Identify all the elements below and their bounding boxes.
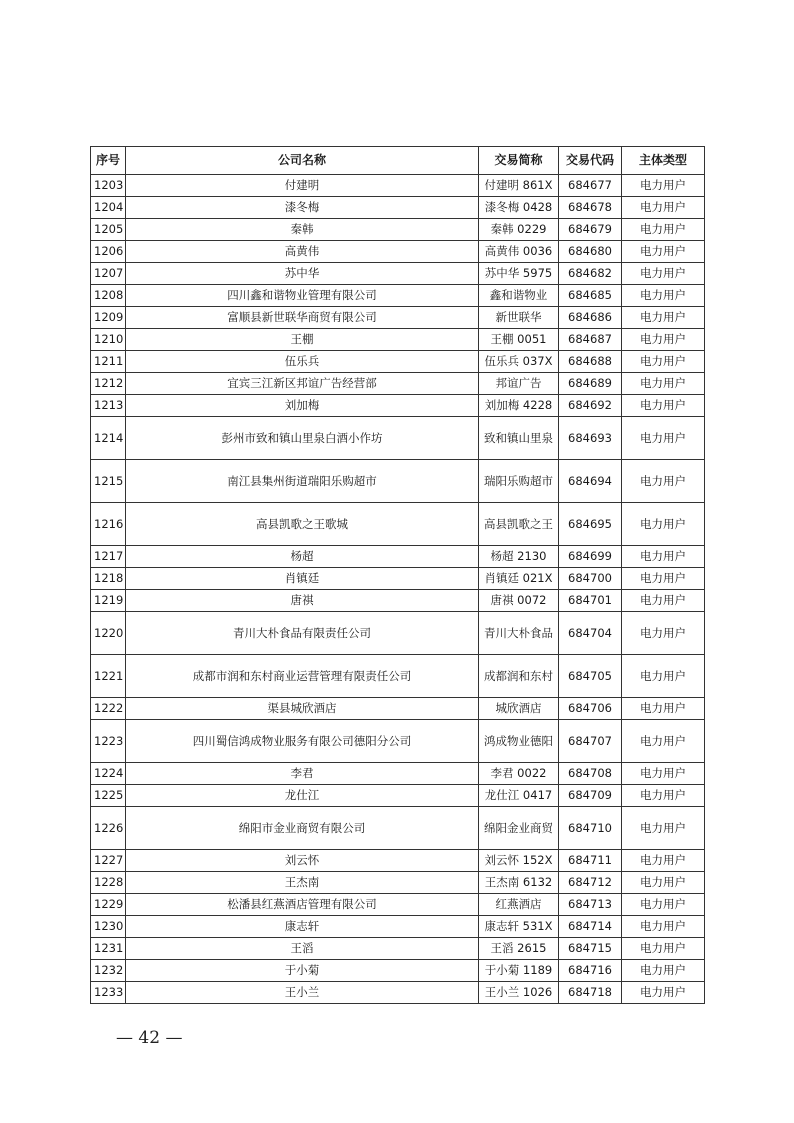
- header-code: 交易代码: [559, 147, 622, 175]
- cell-company: 刘云怀: [126, 850, 479, 872]
- cell-seq: 1228: [91, 872, 126, 894]
- table-row: [91, 612, 705, 655]
- cell-brief: 绵阳金业商贸: [479, 807, 559, 850]
- cell-code: 684689: [559, 373, 622, 395]
- cell-brief: 新世联华: [479, 307, 559, 329]
- cell-type: 电力用户: [622, 263, 705, 285]
- cell-company: 绵阳市金业商贸有限公司: [126, 807, 479, 850]
- table-row: [91, 373, 705, 395]
- cell-code: 684688: [559, 351, 622, 373]
- header-brief: 交易简称: [479, 147, 559, 175]
- cell-brief: 瑞阳乐购超市: [479, 460, 559, 503]
- cell-type: 电力用户: [622, 219, 705, 241]
- table-row: [91, 807, 705, 850]
- cell-type: 电力用户: [622, 241, 705, 263]
- cell-seq: 1219: [91, 590, 126, 612]
- cell-brief: 王滔 2615: [479, 938, 559, 960]
- cell-company: 漆冬梅: [126, 197, 479, 219]
- table-row: [91, 546, 705, 568]
- cell-code: 684682: [559, 263, 622, 285]
- cell-type: 电力用户: [622, 503, 705, 546]
- cell-seq: 1224: [91, 763, 126, 785]
- table-row: [91, 785, 705, 807]
- table-row: [91, 351, 705, 373]
- cell-code: 684700: [559, 568, 622, 590]
- cell-company: 四川鑫和谐物业管理有限公司: [126, 285, 479, 307]
- cell-type: 电力用户: [622, 785, 705, 807]
- cell-company: 秦韩: [126, 219, 479, 241]
- cell-brief: 刘加梅 4228: [479, 395, 559, 417]
- cell-type: 电力用户: [622, 417, 705, 460]
- cell-code: 684692: [559, 395, 622, 417]
- cell-code: 684704: [559, 612, 622, 655]
- cell-brief: 王小兰 1026: [479, 982, 559, 1004]
- cell-seq: 1216: [91, 503, 126, 546]
- cell-type: 电力用户: [622, 373, 705, 395]
- cell-type: 电力用户: [622, 720, 705, 763]
- cell-seq: 1212: [91, 373, 126, 395]
- table-row: [91, 916, 705, 938]
- cell-code: 684686: [559, 307, 622, 329]
- table-body: [91, 175, 705, 1004]
- cell-type: 电力用户: [622, 460, 705, 503]
- cell-seq: 1233: [91, 982, 126, 1004]
- cell-company: 南江县集州街道瑞阳乐购超市: [126, 460, 479, 503]
- cell-code: 684701: [559, 590, 622, 612]
- cell-company: 王滔: [126, 938, 479, 960]
- cell-type: 电力用户: [622, 395, 705, 417]
- cell-seq: 1213: [91, 395, 126, 417]
- table-row: [91, 395, 705, 417]
- cell-seq: 1221: [91, 655, 126, 698]
- table-row: [91, 503, 705, 546]
- cell-type: 电力用户: [622, 960, 705, 982]
- cell-brief: 肖镇廷 021X: [479, 568, 559, 590]
- cell-brief: 鸿成物业德阳: [479, 720, 559, 763]
- cell-type: 电力用户: [622, 612, 705, 655]
- cell-company: 高黄伟: [126, 241, 479, 263]
- cell-type: 电力用户: [622, 329, 705, 351]
- header-seq: 序号: [91, 147, 126, 175]
- cell-type: 电力用户: [622, 698, 705, 720]
- cell-code: 684680: [559, 241, 622, 263]
- cell-seq: 1218: [91, 568, 126, 590]
- table-row: [91, 285, 705, 307]
- cell-brief: 秦韩 0229: [479, 219, 559, 241]
- cell-company: 龙仕江: [126, 785, 479, 807]
- cell-seq: 1223: [91, 720, 126, 763]
- cell-brief: 高县凯歌之王: [479, 503, 559, 546]
- table-row: [91, 982, 705, 1004]
- cell-code: 684678: [559, 197, 622, 219]
- cell-brief: 杨超 2130: [479, 546, 559, 568]
- cell-type: 电力用户: [622, 175, 705, 197]
- cell-brief: 邦谊广告: [479, 373, 559, 395]
- cell-seq: 1222: [91, 698, 126, 720]
- table-row: [91, 568, 705, 590]
- cell-seq: 1203: [91, 175, 126, 197]
- cell-code: 684712: [559, 872, 622, 894]
- cell-seq: 1207: [91, 263, 126, 285]
- cell-type: 电力用户: [622, 807, 705, 850]
- cell-seq: 1225: [91, 785, 126, 807]
- cell-type: 电力用户: [622, 916, 705, 938]
- cell-brief: 致和镇山里泉: [479, 417, 559, 460]
- cell-brief: 鑫和谐物业: [479, 285, 559, 307]
- cell-brief: 伍乐兵 037X: [479, 351, 559, 373]
- table-row: [91, 460, 705, 503]
- cell-company: 刘加梅: [126, 395, 479, 417]
- table-row: [91, 763, 705, 785]
- cell-company: 康志轩: [126, 916, 479, 938]
- cell-seq: 1205: [91, 219, 126, 241]
- cell-company: 王杰南: [126, 872, 479, 894]
- table-row: [91, 175, 705, 197]
- cell-company: 王小兰: [126, 982, 479, 1004]
- cell-brief: 苏中华 5975: [479, 263, 559, 285]
- cell-brief: 龙仕江 0417: [479, 785, 559, 807]
- cell-brief: 城欣酒店: [479, 698, 559, 720]
- cell-seq: 1204: [91, 197, 126, 219]
- cell-code: 684718: [559, 982, 622, 1004]
- cell-seq: 1230: [91, 916, 126, 938]
- cell-company: 渠县城欣酒店: [126, 698, 479, 720]
- table-row: [91, 307, 705, 329]
- cell-code: 684685: [559, 285, 622, 307]
- cell-brief: 高黄伟 0036: [479, 241, 559, 263]
- cell-type: 电力用户: [622, 763, 705, 785]
- cell-type: 电力用户: [622, 590, 705, 612]
- header-company: 公司名称: [126, 147, 479, 175]
- table-row: [91, 720, 705, 763]
- table-row: [91, 872, 705, 894]
- table-row: [91, 590, 705, 612]
- registry-table: [90, 146, 705, 1004]
- cell-company: 伍乐兵: [126, 351, 479, 373]
- cell-company: 于小菊: [126, 960, 479, 982]
- cell-code: 684711: [559, 850, 622, 872]
- cell-company: 宜宾三江新区邦谊广告经营部: [126, 373, 479, 395]
- cell-company: 青川大朴食品有限责任公司: [126, 612, 479, 655]
- table-row: [91, 960, 705, 982]
- cell-code: 684714: [559, 916, 622, 938]
- cell-company: 高县凯歌之王歌城: [126, 503, 479, 546]
- cell-type: 电力用户: [622, 197, 705, 219]
- cell-seq: 1217: [91, 546, 126, 568]
- cell-company: 松潘县红燕酒店管理有限公司: [126, 894, 479, 916]
- cell-company: 唐祺: [126, 590, 479, 612]
- cell-type: 电力用户: [622, 546, 705, 568]
- cell-brief: 康志轩 531X: [479, 916, 559, 938]
- cell-code: 684679: [559, 219, 622, 241]
- cell-brief: 刘云怀 152X: [479, 850, 559, 872]
- cell-company: 成都市润和东村商业运营管理有限责任公司: [126, 655, 479, 698]
- table-row: [91, 263, 705, 285]
- cell-type: 电力用户: [622, 307, 705, 329]
- cell-type: 电力用户: [622, 894, 705, 916]
- cell-seq: 1206: [91, 241, 126, 263]
- cell-seq: 1229: [91, 894, 126, 916]
- cell-company: 李君: [126, 763, 479, 785]
- cell-code: 684694: [559, 460, 622, 503]
- cell-type: 电力用户: [622, 285, 705, 307]
- table-row: [91, 655, 705, 698]
- cell-code: 684709: [559, 785, 622, 807]
- cell-seq: 1227: [91, 850, 126, 872]
- cell-company: 富顺县新世联华商贸有限公司: [126, 307, 479, 329]
- page-number: — 42 —: [116, 1028, 183, 1048]
- table-row: [91, 698, 705, 720]
- cell-brief: 李君 0022: [479, 763, 559, 785]
- cell-code: 684687: [559, 329, 622, 351]
- cell-brief: 于小菊 1189: [479, 960, 559, 982]
- cell-code: 684705: [559, 655, 622, 698]
- cell-brief: 王杰南 6132: [479, 872, 559, 894]
- cell-brief: 成都润和东村: [479, 655, 559, 698]
- cell-company: 彭州市致和镇山里泉白酒小作坊: [126, 417, 479, 460]
- cell-code: 684699: [559, 546, 622, 568]
- cell-company: 苏中华: [126, 263, 479, 285]
- cell-seq: 1220: [91, 612, 126, 655]
- table-row: [91, 894, 705, 916]
- table-row: [91, 850, 705, 872]
- cell-brief: 付建明 861X: [479, 175, 559, 197]
- cell-code: 684716: [559, 960, 622, 982]
- cell-company: 王棚: [126, 329, 479, 351]
- cell-brief: 红燕酒店: [479, 894, 559, 916]
- cell-code: 684708: [559, 763, 622, 785]
- cell-seq: 1209: [91, 307, 126, 329]
- cell-seq: 1215: [91, 460, 126, 503]
- table-row: [91, 329, 705, 351]
- cell-brief: 青川大朴食品: [479, 612, 559, 655]
- cell-seq: 1210: [91, 329, 126, 351]
- cell-company: 肖镇廷: [126, 568, 479, 590]
- cell-seq: 1232: [91, 960, 126, 982]
- cell-type: 电力用户: [622, 850, 705, 872]
- table-row: [91, 219, 705, 241]
- cell-brief: 王棚 0051: [479, 329, 559, 351]
- table-row: [91, 241, 705, 263]
- cell-code: 684710: [559, 807, 622, 850]
- cell-type: 电力用户: [622, 982, 705, 1004]
- cell-code: 684695: [559, 503, 622, 546]
- cell-type: 电力用户: [622, 568, 705, 590]
- table-row: [91, 938, 705, 960]
- cell-type: 电力用户: [622, 872, 705, 894]
- cell-type: 电力用户: [622, 655, 705, 698]
- cell-code: 684706: [559, 698, 622, 720]
- cell-code: 684677: [559, 175, 622, 197]
- cell-code: 684715: [559, 938, 622, 960]
- cell-seq: 1214: [91, 417, 126, 460]
- cell-type: 电力用户: [622, 351, 705, 373]
- cell-company: 付建明: [126, 175, 479, 197]
- cell-company: 四川蜀信鸿成物业服务有限公司德阳分公司: [126, 720, 479, 763]
- cell-seq: 1211: [91, 351, 126, 373]
- cell-type: 电力用户: [622, 938, 705, 960]
- cell-code: 684693: [559, 417, 622, 460]
- table-row: [91, 417, 705, 460]
- cell-code: 684707: [559, 720, 622, 763]
- table-header-row: [91, 147, 705, 175]
- cell-code: 684713: [559, 894, 622, 916]
- cell-seq: 1231: [91, 938, 126, 960]
- header-type: 主体类型: [622, 147, 705, 175]
- cell-brief: 唐祺 0072: [479, 590, 559, 612]
- table-row: [91, 197, 705, 219]
- cell-company: 杨超: [126, 546, 479, 568]
- cell-seq: 1208: [91, 285, 126, 307]
- cell-brief: 漆冬梅 0428: [479, 197, 559, 219]
- cell-seq: 1226: [91, 807, 126, 850]
